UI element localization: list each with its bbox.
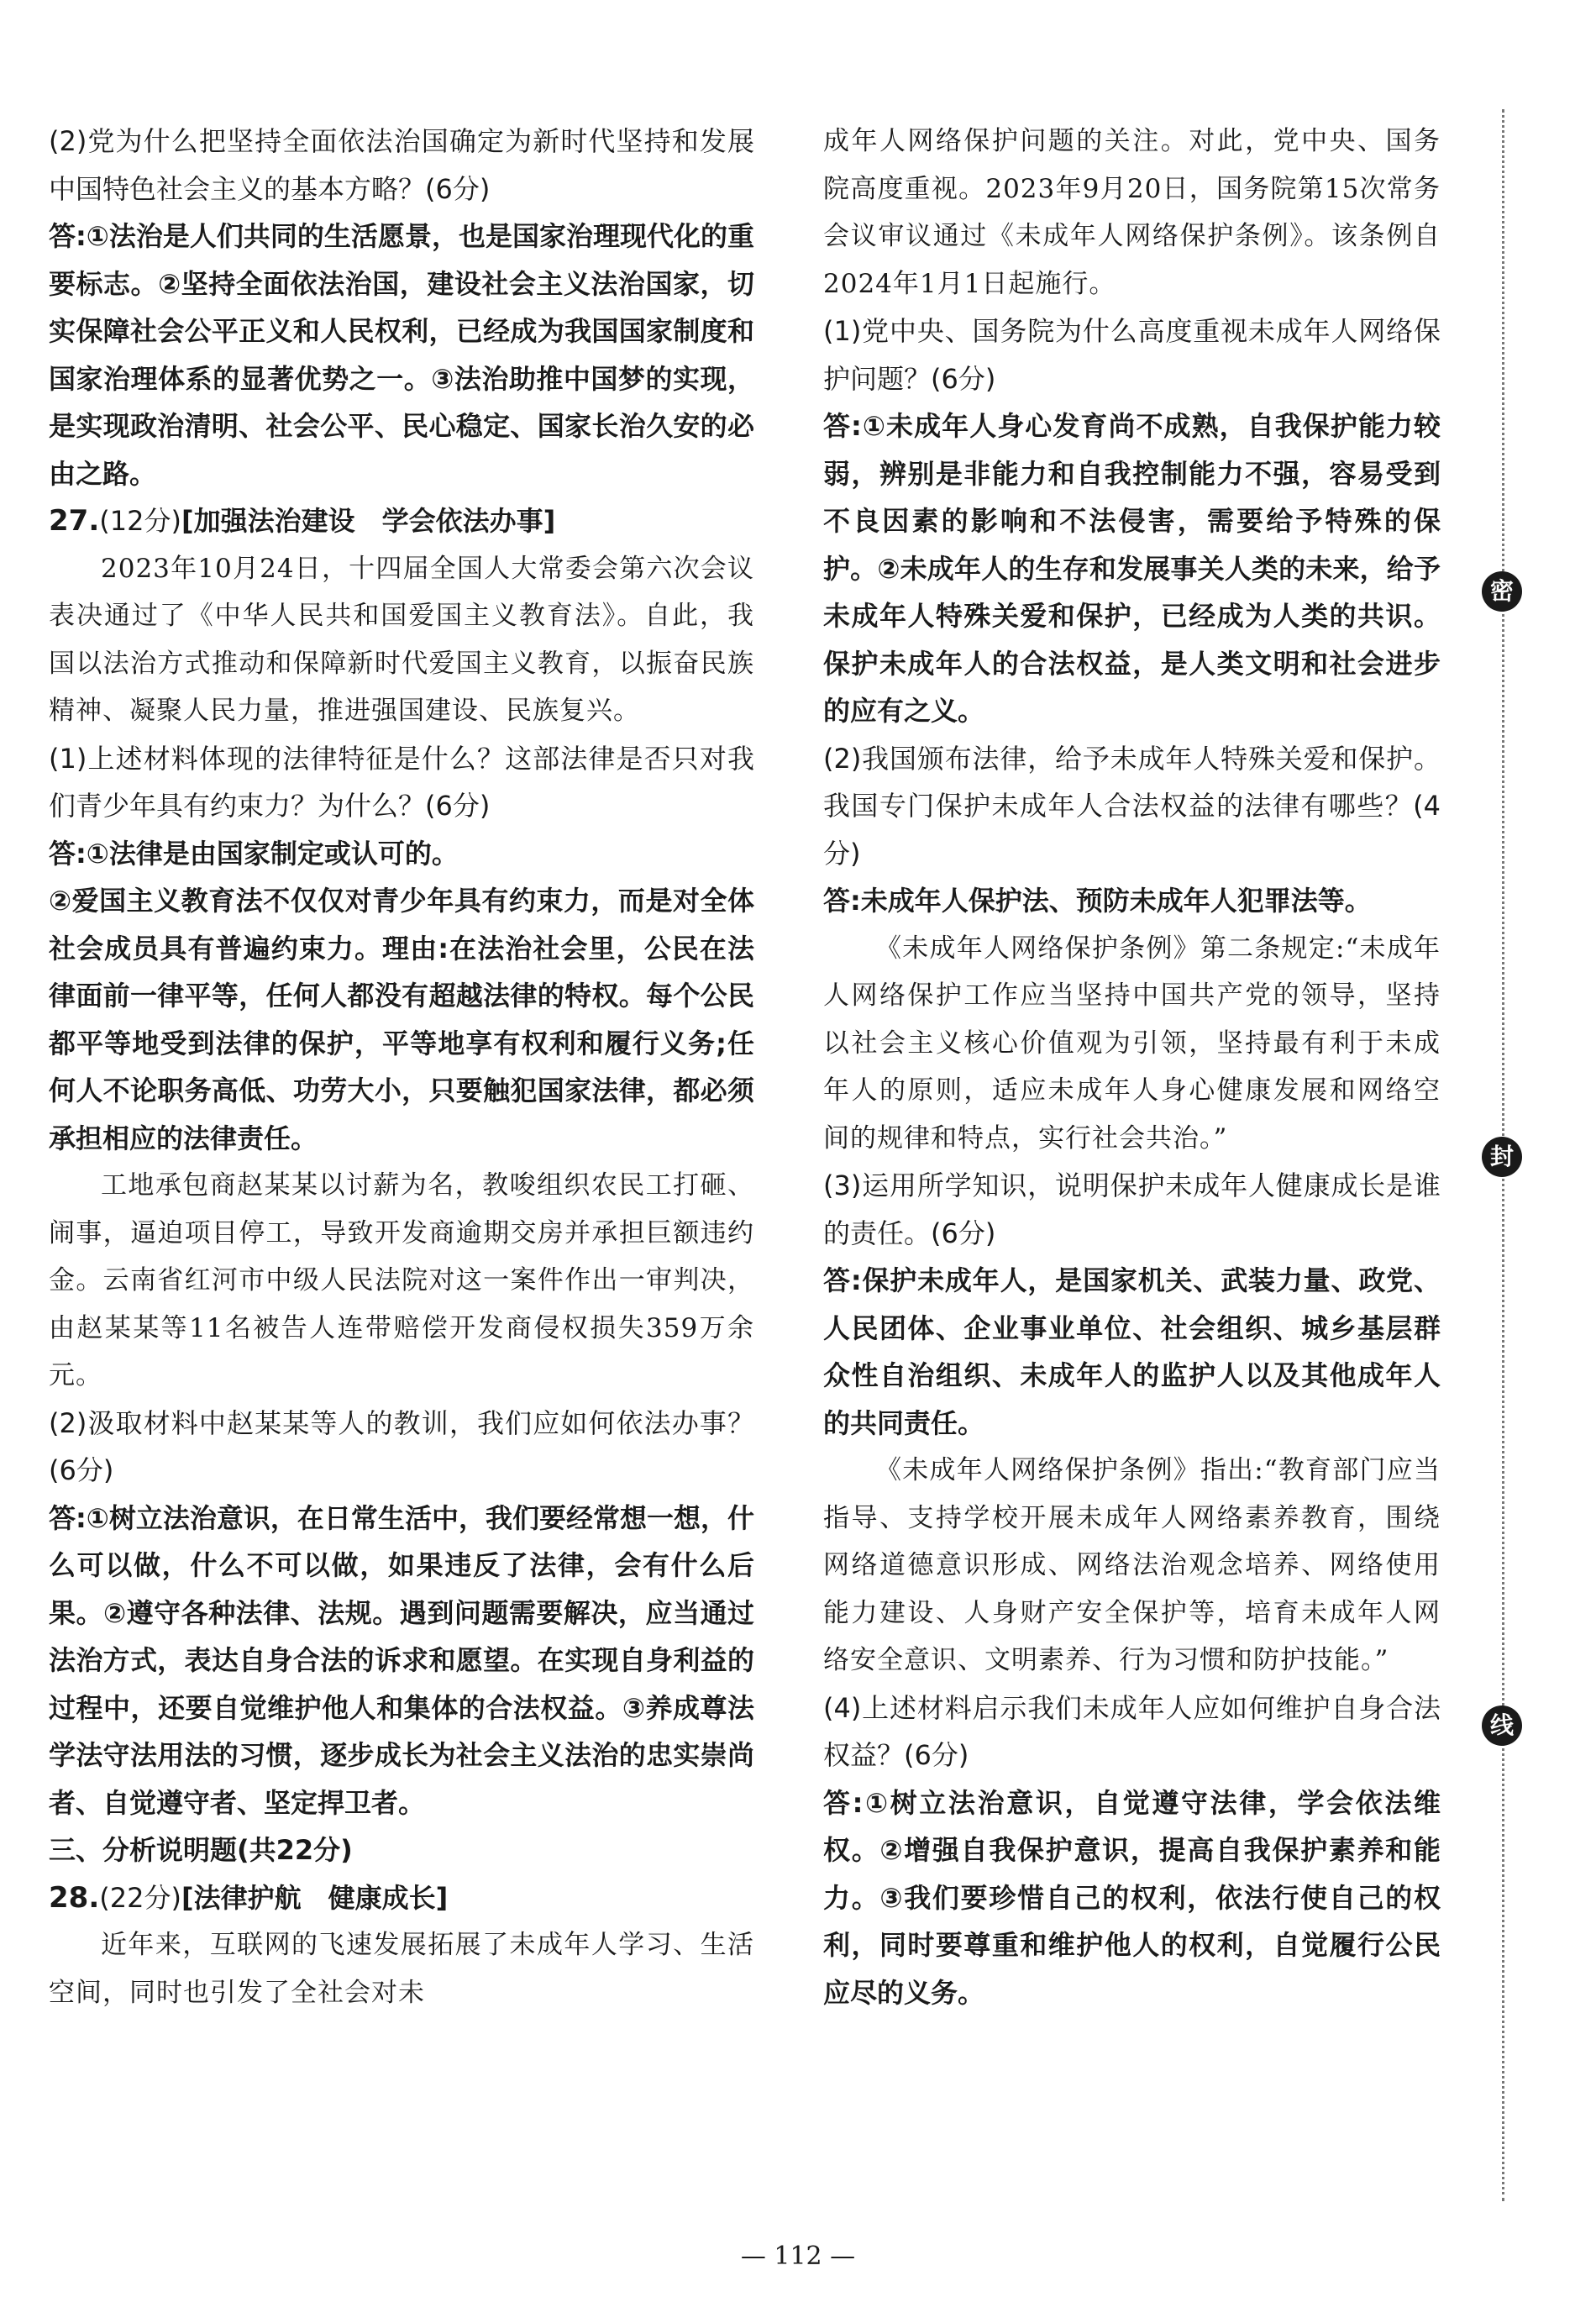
q28-2-answer: 答:未成年人保护法、预防未成年人犯罪法等。 bbox=[823, 885, 1372, 917]
q27-1-answer-a: 答:①法律是由国家制定或认可的。 bbox=[49, 837, 459, 870]
q28-1-question: (1)党中央、国务院为什么高度重视未成年人网络保护问题？(6分) bbox=[823, 315, 1441, 395]
q27-material-2: 工地承包商赵某某以讨薪为名，教唆组织农民工打砸、闹事，逼迫项目停工，导致开发商逾期交房并承担巨额违约金。云南省红河市中级人民法院对这一案件作出一审判决，由赵某某等11名被告人连带赔偿开发商侵权损失359万余元。 bbox=[49, 1170, 754, 1390]
section-3-heading: 三、分析说明题(共22分) bbox=[49, 1834, 353, 1866]
q28-material-continued: 成年人网络保护问题的关注。对此，党中央、国务院高度重视。2023年9月20日，国务院第15次常务会议审议通过《未成年人网络保护条例》。该条例自2024年1月1日起施行。 bbox=[823, 126, 1441, 299]
q27-2-question: (2)汲取材料中赵某某等人的教训，我们应如何依法办事？(6分) bbox=[49, 1406, 754, 1486]
q28-1-answer: 答:①未成年人身心发育尚不成熟，自我保护能力较弱，辨别是非能力和自我控制能力不强，容易受到不良因素的影响和不法侵害，需要给予特殊的保护。②未成年人的生存和发展事关人类的未来，给予未成年人特殊关爱和保护，已经成为人类的共识。保护未成年人的合法权益，是人类文明和社会进步的应有之义。 bbox=[823, 410, 1441, 727]
q28-material-2: 《未成年人网络保护条例》第二条规定:“未成年人网络保护工作应当坚持中国共产党的领导，坚持以社会主义核心价值观为引领，坚持最有利于未成年人的原则，适应未成年人身心健康发展和网络空间的规律和特点，实行社会共治。” bbox=[823, 933, 1441, 1154]
q28-number: 28. bbox=[49, 1880, 100, 1915]
q27-header bbox=[49, 497, 754, 545]
q27-1-answer-b: ②爱国主义教育法不仅仅对青少年具有约束力，而是对全体社会成员具有普遍约束力。理由:在法治社会里，公民在法律面前一律平等，任何人都没有超越法律的特权。每个公民都平等地受到法律的保护，平等地享有权利和履行义务;任何人不论职务高低、功劳大小，只要触犯国家法律，都必须承担相应的法律责任。 bbox=[49, 885, 754, 1154]
q28-2-question: (2)我国颁布法律，给予未成年人特殊关爱和保护。我国专门保护未成年人合法权益的法律有哪些？(4分) bbox=[823, 742, 1441, 870]
q27-number: 27. bbox=[49, 504, 100, 538]
q28-header bbox=[49, 1874, 754, 1922]
q28-material-start: 近年来，互联网的飞速发展拓展了未成年人学习、生活空间，同时也引发了全社会对未 bbox=[49, 1930, 754, 2008]
page-number: — 112 — bbox=[740, 2242, 856, 2271]
q26-2-question: (2)党为什么把坚持全面依法治国确定为新时代坚持和发展中国特色社会主义的基本方略？(6分) bbox=[49, 125, 754, 205]
q28-4-question: (4)上述材料启示我们未成年人应如何维护自身合法权益？(6分) bbox=[823, 1691, 1441, 1771]
q28-material-3: 《未成年人网络保护条例》指出:“教育部门应当指导、支持学校开展未成年人网络素养教育，围绕网络道德意识形成、网络法治观念培养、网络使用能力建设、人身财产安全保护等，培育未成年人网络安全意识、文明素养、行为习惯和防护技能。” bbox=[823, 1455, 1441, 1675]
q28-topic: [法律护航 健康成长] bbox=[181, 1881, 449, 1914]
q27-2-answer: 答:①树立法治意识，在日常生活中，我们要经常想一想，什么可以做，什么不可以做，如果违反了法律，会有什么后果。②遵守各种法律、法规。遇到问题需要解决，应当通过法治方式，表达自身合法的诉求和愿望。在实现自身利益的过程中，还要自觉维护他人和集体的合法权益。③养成尊法学法守法用法的习惯，逐步成长为社会主义法治的忠实崇尚者、自觉遵守者、坚定捍卫者。 bbox=[49, 1501, 754, 1819]
seal-mark-xian: 线 bbox=[1482, 1705, 1522, 1746]
q28-4-answer: 答:①树立法治意识，自觉遵守法律，学会依法维权。②增强自我保护意识，提高自我保护素养和能力。③我们要珍惜自己的权利，依法行使自己的权利，同时要尊重和维护他人的权利，自觉履行公民应尽的义务。 bbox=[823, 1786, 1441, 2009]
q27-topic: [加强法治建设 学会依法办事] bbox=[181, 505, 556, 537]
q26-2-answer: 答:①法治是人们共同的生活愿景，也是国家治理现代化的重要标志。②坚持全面依法治国，建设社会主义法治国家，切实保障社会公平正义和人民权利，已经成为我国国家制度和国家治理体系的显著优势之一。③法治助推中国梦的实现，是实现政治清明、社会公平、民心稳定、国家长治久安的必由之路。 bbox=[49, 220, 754, 490]
seal-mark-mi: 密 bbox=[1482, 571, 1522, 612]
q28-score: (22分) bbox=[99, 1881, 181, 1914]
q27-1-question: (1)上述材料体现的法律特征是什么？这部法律是否只对我们青少年具有约束力？为什么？(6分) bbox=[49, 742, 754, 822]
q28-3-question: (3)运用所学知识，说明保护未成年人健康成长是谁的责任。(6分) bbox=[823, 1169, 1441, 1249]
right-column bbox=[823, 118, 1441, 2016]
left-column bbox=[49, 118, 754, 2016]
q27-material-1: 2023年10月24日，十四届全国人大常委会第六次会议表决通过了《中华人民共和国爱国主义教育法》。自此，我国以法治方式推动和保障新时代爱国主义教育，以振奋民族精神、凝聚人民力量，推进强国建设、民族复兴。 bbox=[49, 553, 754, 726]
q27-score: (12分) bbox=[99, 505, 181, 537]
q28-3-answer: 答:保护未成年人，是国家机关、武装力量、政党、人民团体、企业事业单位、社会组织、城乡基层群众性自治组织、未成年人的监护人以及其他成年人的共同责任。 bbox=[823, 1264, 1441, 1439]
seal-mark-feng: 封 bbox=[1482, 1137, 1522, 1177]
